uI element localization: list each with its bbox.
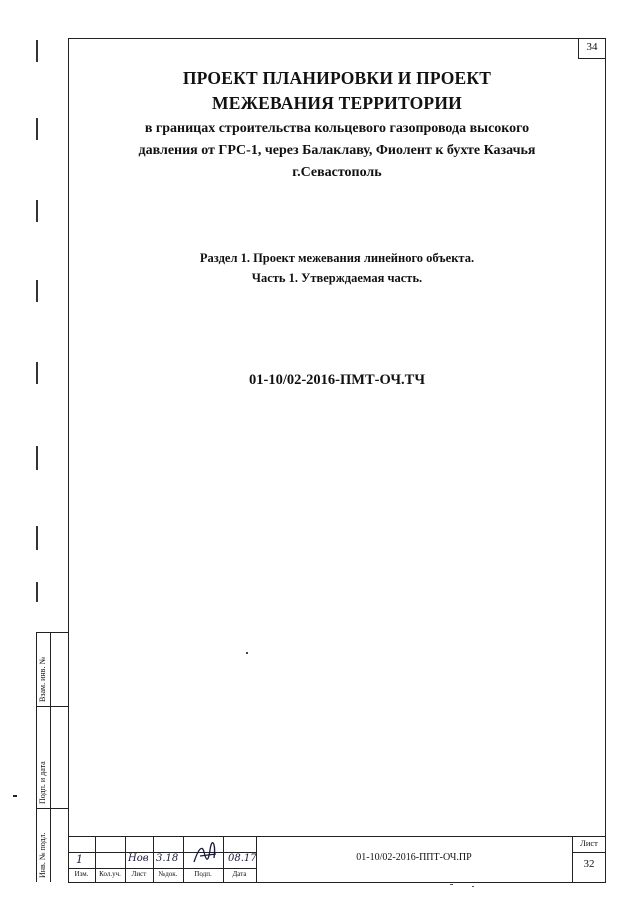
title-block-code: 01-10/02-2016-ППТ-ОЧ.ПР [356, 852, 472, 863]
side-stamp-vzam-inv: Взам. инв. № [38, 656, 47, 702]
section-line-1: Раздел 1. Проект межевания линейного объекта. [199, 251, 475, 265]
header-list: Лист [131, 870, 147, 878]
header-izm: Изм. [74, 870, 89, 878]
list-label: Лист [580, 838, 598, 848]
header-data: Дата [232, 870, 247, 878]
header-n-dok: №док. [158, 870, 178, 878]
rev-list: Нов [128, 853, 149, 864]
rev-data: 08.17 [228, 853, 257, 864]
scan-speck [472, 886, 474, 887]
subtitle-line-2: давления от ГРС-1, через Балаклаву, Фиолент к бухте Казачья [138, 143, 536, 158]
section-line-2: Часть 1. Утверждаемая часть. [251, 271, 423, 285]
title-line-2: МЕЖЕВАНИЯ ТЕРРИТОРИИ [212, 93, 462, 113]
scan-dot [13, 795, 17, 797]
scan-dot [246, 652, 248, 654]
side-stamp-podp-data: Подп. и дата [38, 761, 47, 804]
signature-scribble [190, 840, 220, 868]
subtitle-line-1: в границах строительства кольцевого газопровода высокого [144, 121, 530, 136]
document-code: 01-10/02-2016-ПМТ-ОЧ.ТЧ [249, 372, 425, 388]
rev-izm: 1 [76, 853, 83, 866]
header-podp: Подп. [194, 870, 212, 878]
rev-n-dok: 3.18 [156, 853, 179, 864]
header-kol-uch: Кол.уч. [99, 870, 121, 878]
subtitle-line-3: г.Севастополь [292, 165, 382, 180]
scan-speck [450, 884, 453, 885]
list-number: 32 [583, 858, 595, 870]
top-sheet-number: 34 [586, 41, 598, 53]
title-line-1: ПРОЕКТ ПЛАНИРОВКИ И ПРОЕКТ [182, 68, 492, 88]
side-stamp-inv-podl: Инв. № подл. [38, 832, 47, 878]
